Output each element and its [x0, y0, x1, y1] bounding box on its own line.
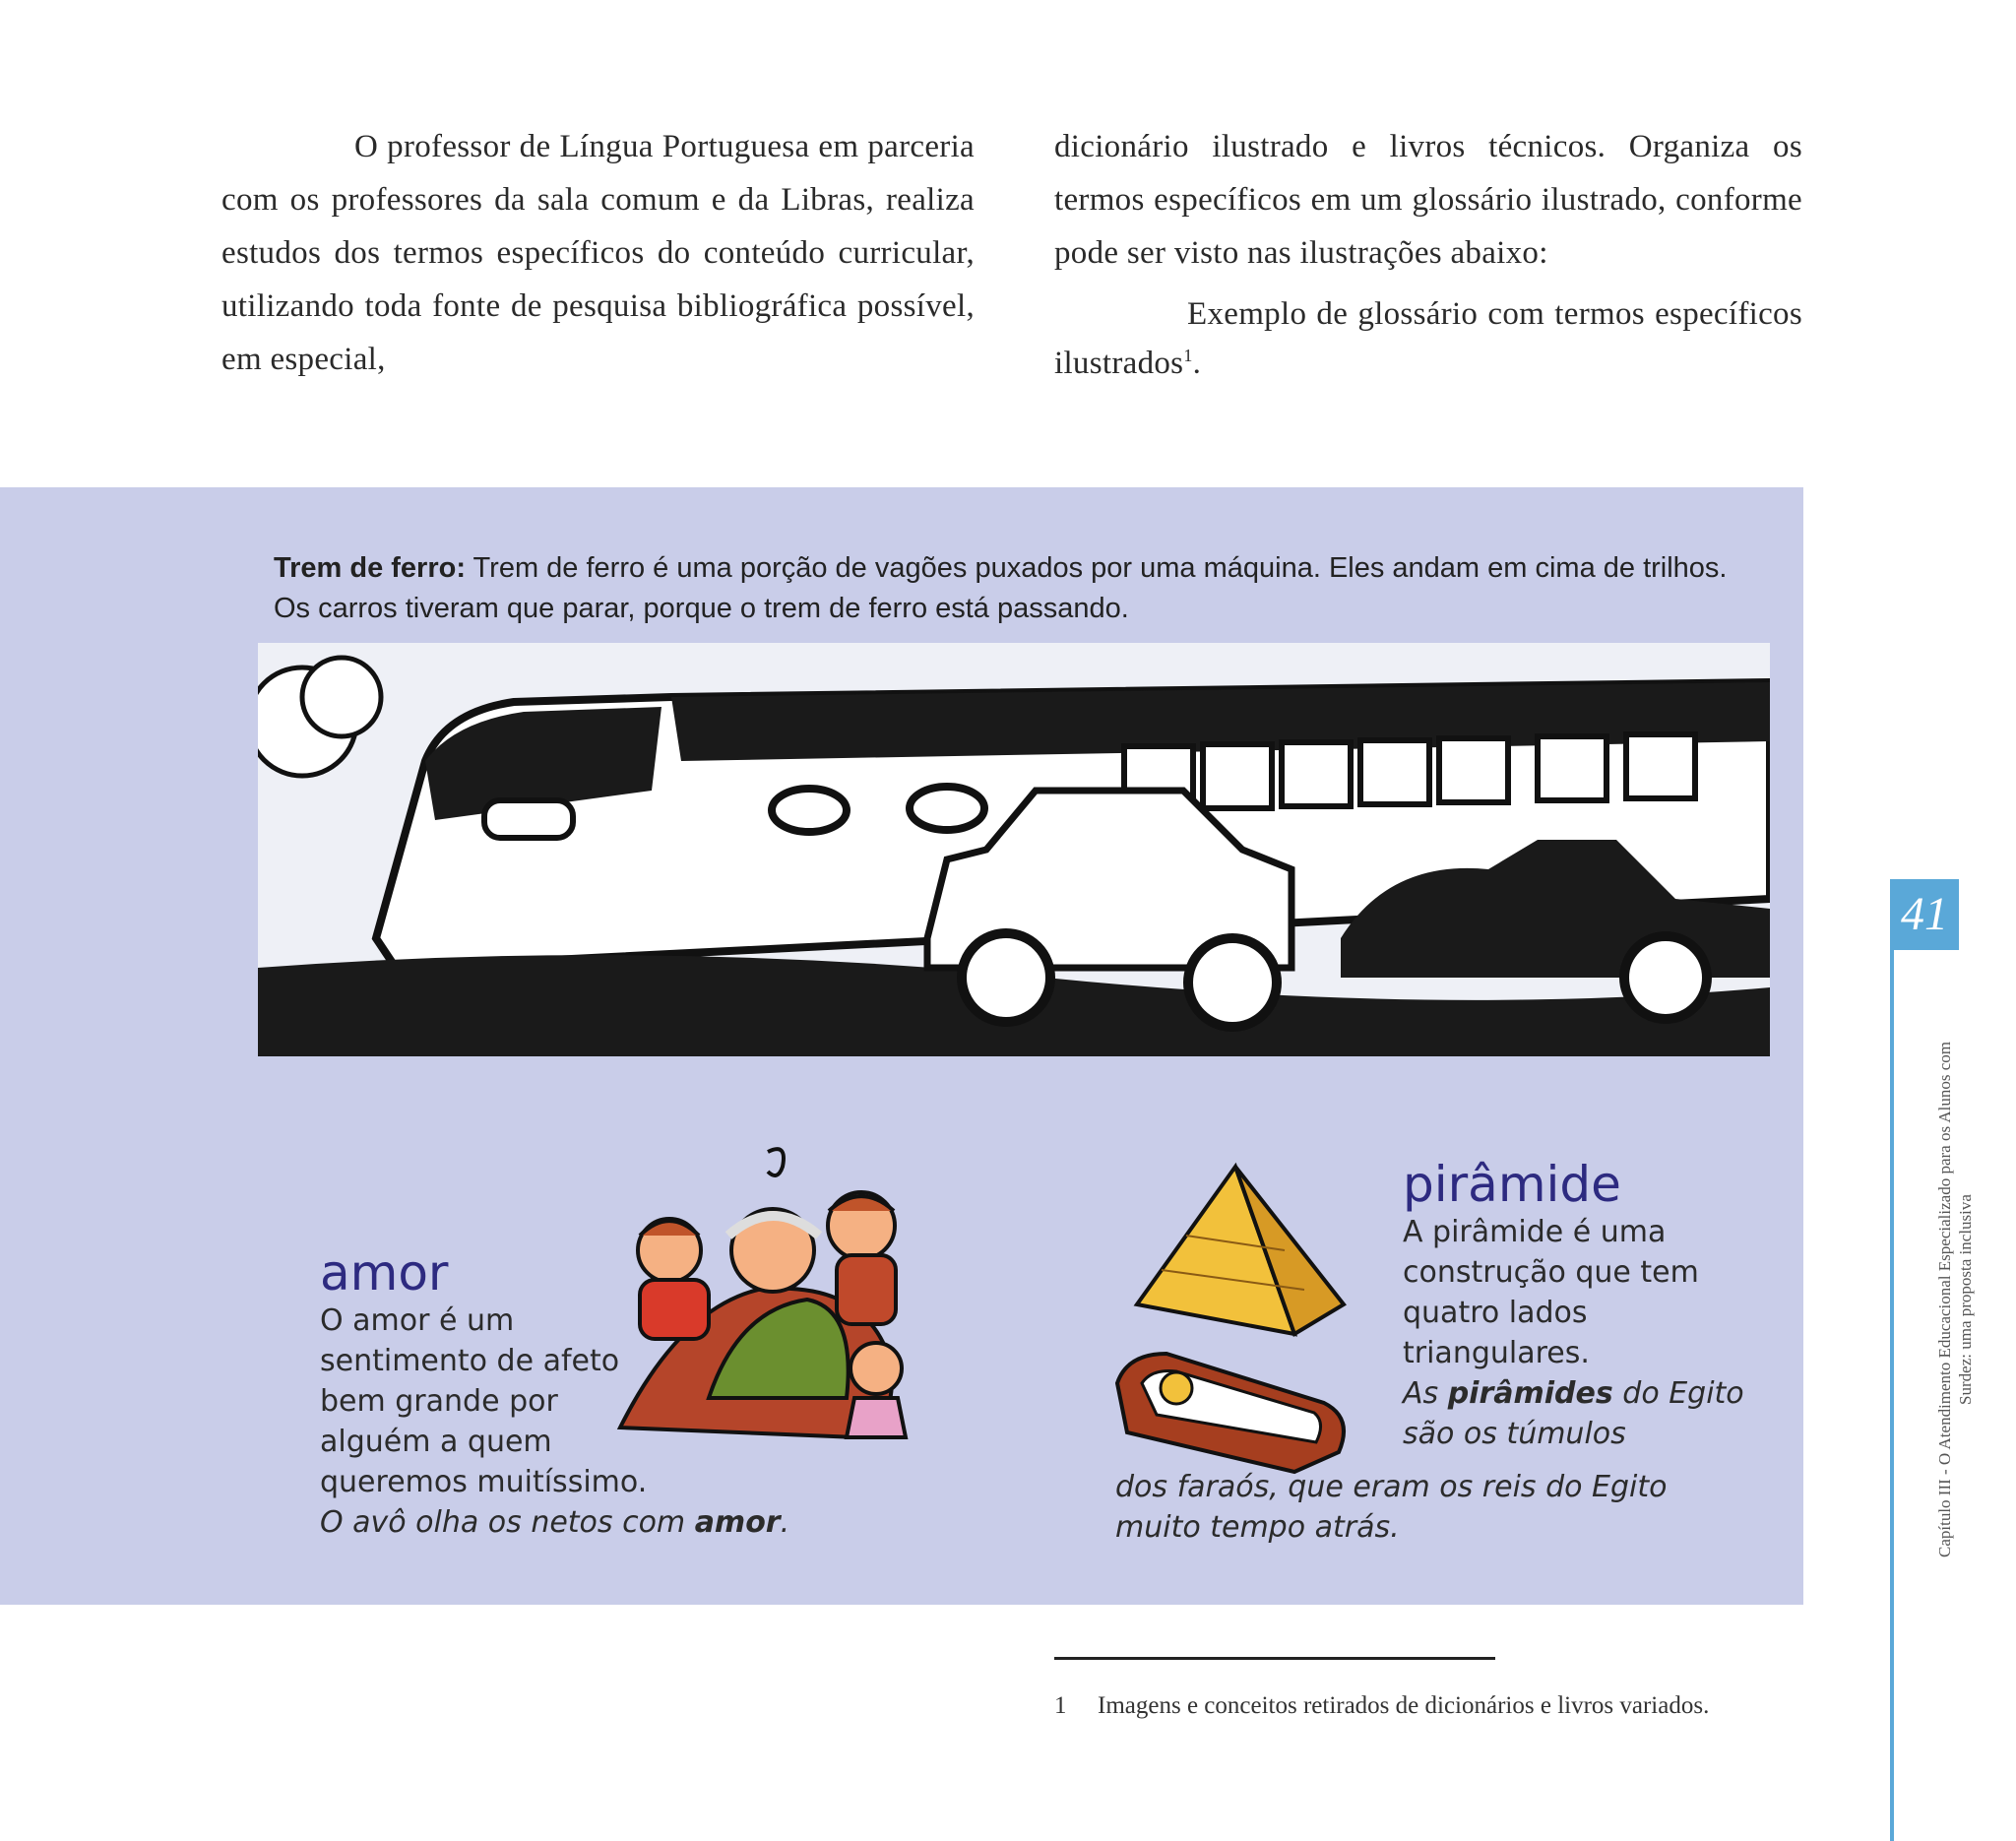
figure-caption [1054, 289, 1802, 388]
running-head: Capítulo III - O Atendimento Educacional Especializado para os Alunos com Surdez: uma proposta inclusiva [1935, 1041, 1975, 1558]
footnote-divider [1054, 1657, 1495, 1660]
glossary-entry-trem [274, 548, 1731, 629]
caption-end: . [1192, 346, 1202, 381]
footnote-ref[interactable]: 1 [1183, 346, 1193, 365]
footnote-number: 1 [1054, 1692, 1067, 1719]
page-number: 41 [1890, 879, 1959, 950]
grandfather-grandchildren-illustration [561, 1142, 975, 1457]
side-rule [1890, 950, 1894, 1841]
body-column-left [221, 120, 975, 386]
piramide-example-tail: dos faraós, que eram os reis do Egito muito tempo atrás. [1115, 1470, 1668, 1545]
glossary-entry-piramide-tail [1115, 1467, 1755, 1548]
body-paragraph-right: dicionário ilustrado e livros técnicos. Organiza os termos específicos em um glossário ilustrado, conforme pode ser visto nas ilustrações abaixo: [1054, 129, 1802, 271]
trem-definition: Trem de ferro é uma porção de vagões puxados por uma máquina. Eles andam em cima de trilhos. Os carros tiveram que parar, porque o trem de ferro está passando. [274, 552, 1728, 624]
piramide-example-bold: pirâmides [1447, 1376, 1613, 1411]
amor-definition: O amor é um sentimento de afeto bem grande por alguém a quem queremos muitíssimo. [320, 1303, 648, 1499]
body-paragraph-left: O professor de Língua Portuguesa em parceria com os professores da sala comum e da Libras, realiza estudos dos termos específicos do conteúdo curricular, utilizando toda fonte de pesquisa bibliográfica possível, em especial, [221, 129, 975, 377]
pyramid-sarcophagus-illustration [1098, 1157, 1383, 1482]
glossary-panel [0, 487, 1803, 1605]
piramide-example: As pirâmides do Egito são os túmulos [1403, 1376, 1744, 1451]
amor-title: amor [320, 1244, 449, 1301]
glossary-entry-piramide [1403, 1157, 1777, 1454]
piramide-title: pirâmide [1403, 1156, 1621, 1213]
train-illustration [258, 643, 1770, 1056]
footnote-text: Imagens e conceitos retirados de dicionários e livros variados. [1098, 1692, 1710, 1719]
amor-example-bold: amor [694, 1505, 781, 1540]
amor-example: O avô olha os netos com amor. [320, 1505, 790, 1540]
piramide-definition: A pirâmide é uma construção que tem quatro lados triangulares. [1403, 1215, 1699, 1370]
footnote [1054, 1691, 1802, 1721]
trem-term: Trem de ferro: [274, 552, 466, 584]
body-column-right [1054, 120, 1802, 388]
caption-text: Exemplo de glossário com termos específicos ilustrados [1054, 296, 1802, 381]
